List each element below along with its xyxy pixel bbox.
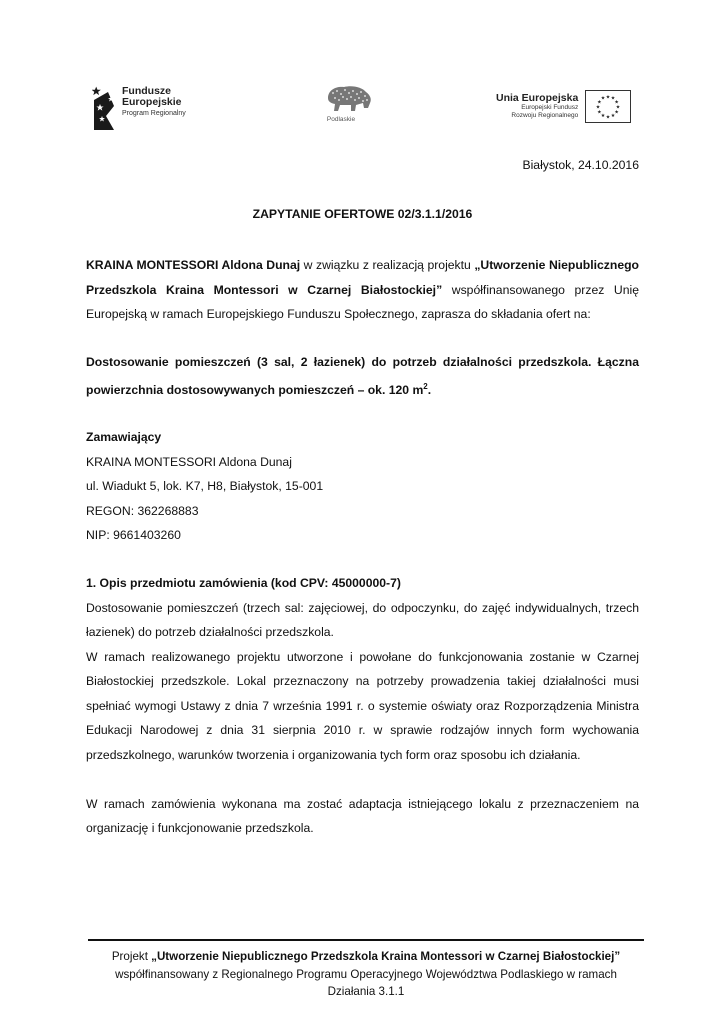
- fundusze-line3: Program Regionalny: [122, 110, 186, 117]
- intro-text-2: współfinansowanego przez Unię Europejską w ramach Europejskiego Funduszu Społecznego, zaprasza do składania ofert na:: [86, 282, 639, 321]
- footer-prefix: Projekt: [111, 950, 152, 963]
- footer-line-1: [88, 948, 644, 966]
- fundusze-line1: Fundusze: [122, 85, 171, 97]
- contractor-name: KRAINA MONTESSORI Aldona Dunaj: [86, 258, 301, 272]
- bison-icon: [322, 84, 374, 116]
- intro-section: [86, 253, 639, 327]
- intro-paragraph: [86, 253, 639, 327]
- ordering-party-block: [86, 425, 639, 548]
- eu-star: ★: [616, 104, 621, 111]
- subject-sup: 2: [423, 381, 428, 391]
- project-name: „Utworzenie Niepublicznego Przedszkola Kraina Montessori w Czarnej Białostockiej”: [86, 258, 640, 297]
- section-1-paragraph-1: Dostosowanie pomieszczeń (trzech sal: zajęciowej, do odpoczynku, do zajęć indywidualnych, trzech łazienek) do potrzeb działalności przedszkola.: [86, 600, 639, 639]
- eu-star: ★: [596, 104, 601, 111]
- intro-text-1: w związku z realizacją projektu: [300, 258, 475, 272]
- footer-divider: [88, 939, 644, 941]
- subject-section: [86, 350, 639, 402]
- ordering-party-section: [86, 425, 639, 548]
- ordering-party-regon: REGON: 362268883: [86, 503, 199, 518]
- eu-star: ★: [597, 99, 602, 106]
- subject-end: .: [427, 382, 432, 397]
- eu-star: ★: [614, 99, 620, 106]
- footer-line-2: współfinansowany z Regionalnego Programu Operacyjnego Województwa Podlaskiego w ramach: [115, 967, 617, 981]
- podlaskie-logo: [318, 84, 378, 123]
- section-1-paragraph-3: W ramach zamówienia wykonana ma zostać adaptacja istniejącego lokalu z przeznaczeniem na organizację i funkcjonowanie przedszkola.: [86, 796, 639, 835]
- eu-star: ★: [597, 109, 602, 116]
- ordering-party-heading: Zamawiający: [86, 430, 162, 444]
- header-logos: [0, 84, 725, 134]
- podlaskie-label: Podlaskie: [326, 116, 356, 123]
- eu-flag-icon: [585, 90, 631, 123]
- eu-star: ★: [606, 94, 611, 101]
- eu-star: ★: [601, 112, 606, 119]
- ordering-party-name: KRAINA MONTESSORI Aldona Dunaj: [86, 454, 292, 469]
- fundusze-europejskie-logo: [92, 86, 186, 130]
- eu-star: ★: [614, 109, 620, 116]
- footer-line-3: Działania 3.1.1: [327, 985, 405, 998]
- eu-star: ★: [611, 95, 616, 102]
- ue-line3: Rozwoju Regionalnego: [511, 112, 579, 119]
- subject-text: Dostosowanie pomieszczeń (3 sal, 2 łazienek) do potrzeb działalności przedszkola. Łączna powierzchnia dostosowywanych pomieszczeń – ok. 120 m: [86, 355, 639, 397]
- page-footer: [88, 948, 644, 1001]
- ue-line1: Unia Europejska: [496, 92, 579, 104]
- section-1: [86, 571, 639, 841]
- footer-project: „Utworzenie Niepublicznego Przedszkola Kraina Montessori w Czarnej Białostockiej”: [151, 950, 621, 963]
- document-title: ZAPYTANIE OFERTOWE 02/3.1.1/2016: [252, 207, 473, 221]
- section-1-paragraph-2: W ramach realizowanego projektu utworzone i powołane do funkcjonowania zostanie w Czarnej Białostockiej przedszkole. Lokal przeznaczony na potrzeby prowadzenia takiej działalności musi spełniać wymogi Ustawy z dnia 7 września 1991 r. o systemie oświaty oraz Rozporządzenia Ministra Edukacji Narodowej z dnia 31 sierpnia 2010 r. w sprawie rodzajów innych form wychowania przedszkolnego, warunków tworzenia i organizowania tych form oraz sposobu ich działania.: [86, 649, 639, 762]
- eu-star: ★: [611, 112, 616, 119]
- fundusze-line2: Europejskie: [122, 96, 182, 108]
- document-date: Białystok, 24.10.2016: [522, 158, 639, 172]
- eu-star: ★: [606, 114, 611, 121]
- ordering-party-nip: NIP: 9661403260: [86, 528, 181, 542]
- fundusze-stars-icon: [92, 86, 118, 130]
- ordering-party-address: ul. Wiadukt 5, lok. K7, H8, Białystok, 15-001: [86, 479, 324, 493]
- subject-paragraph: [86, 350, 639, 402]
- unia-europejska-logo: [496, 92, 631, 123]
- section-1-heading-line: [86, 571, 639, 596]
- section-1-heading: 1. Opis przedmiotu zamówienia (kod CPV: 45000000-7): [86, 576, 401, 590]
- ue-line2: Europejski Fundusz: [521, 104, 579, 111]
- eu-star: ★: [601, 95, 606, 102]
